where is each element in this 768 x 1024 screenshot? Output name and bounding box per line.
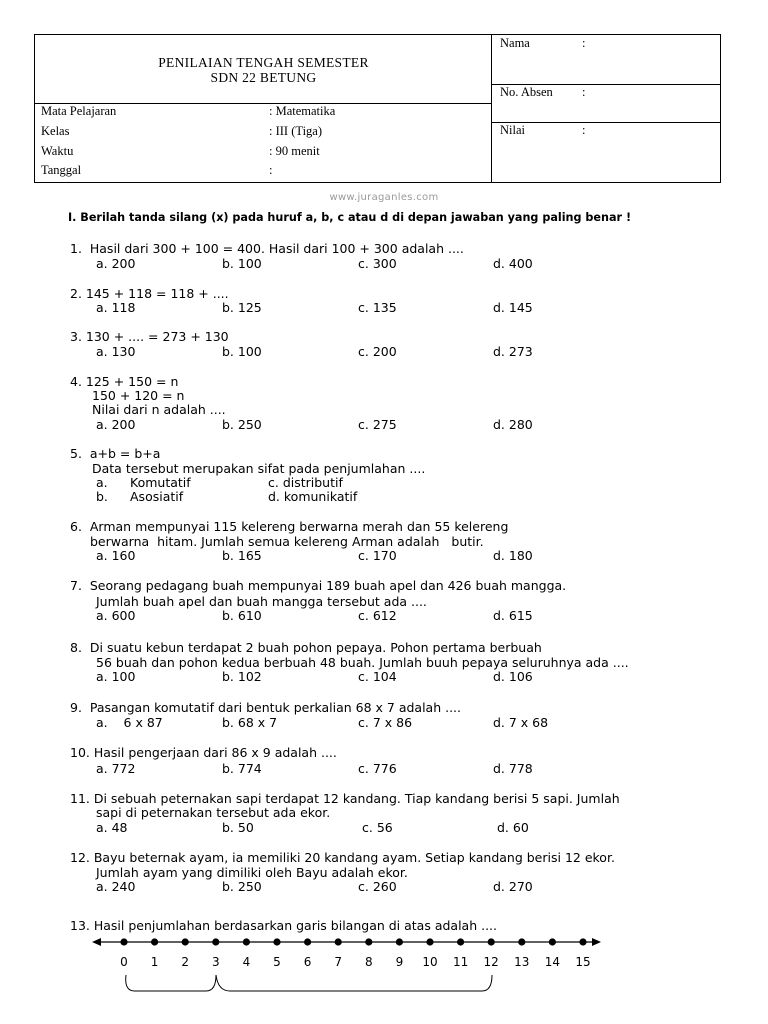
q8-option-b[interactable]: b. 102 xyxy=(222,669,262,684)
number-line-point xyxy=(335,938,342,945)
q9-option-b[interactable]: b. 68 x 7 xyxy=(222,715,278,730)
q7-option-a[interactable]: a. 600 xyxy=(96,608,136,623)
number-line-label: 8 xyxy=(364,955,373,969)
question-9-stem: 9. Pasangan komutatif dari bentuk perkalian 68 x 7 adalah .... xyxy=(70,700,462,715)
name-field[interactable]: : xyxy=(582,36,586,50)
q12-option-a[interactable]: a. 240 xyxy=(96,879,136,894)
exam-title: PENILAIAN TENGAH SEMESTER SDN 22 BETUNG xyxy=(158,55,369,85)
number-line-point xyxy=(212,938,219,945)
q10-option-c[interactable]: c. 776 xyxy=(358,761,397,776)
jump-bracket-1 xyxy=(126,975,216,991)
question-1-stem: 1. Hasil dari 300 + 100 = 400. Hasil dari 100 + 300 adalah .... xyxy=(70,241,464,256)
arrow-left-icon xyxy=(92,938,101,946)
q10-option-d[interactable]: d. 778 xyxy=(493,761,533,776)
q9-option-a[interactable]: a. 6 x 87 xyxy=(96,715,163,730)
student-panel xyxy=(492,35,721,182)
question-12-stem: 12. Bayu beternak ayam, ia memiliki 20 kandang ayam. Setiap kandang berisi 12 ekor. xyxy=(70,850,615,865)
q12-option-d[interactable]: d. 270 xyxy=(493,879,533,894)
number-line-point xyxy=(518,938,525,945)
number-line-label: 10 xyxy=(422,955,438,969)
q2-option-c[interactable]: c. 135 xyxy=(358,300,397,315)
q5-option-b[interactable]: Asosiatif xyxy=(130,489,184,504)
name-label: Nama xyxy=(500,36,530,50)
header-box xyxy=(34,34,721,183)
question-4-line3: Nilai dari n adalah .... xyxy=(92,402,226,417)
score-label: Nilai xyxy=(500,123,525,137)
question-6-stem: 6. Arman mempunyai 115 kelereng berwarna merah dan 55 kelereng xyxy=(70,519,509,534)
question-2-stem: 2. 145 + 118 = 118 + .... xyxy=(70,286,229,301)
q5-option-d[interactable]: d. komunikatif xyxy=(268,489,358,504)
q6-option-b[interactable]: b. 165 xyxy=(222,548,262,563)
number-line-point xyxy=(273,938,280,945)
number-line-point xyxy=(396,938,403,945)
question-4-stem: 4. 125 + 150 = n xyxy=(70,374,179,389)
question-3-stem: 3. 130 + .... = 273 + 130 xyxy=(70,329,229,344)
number-line-label: 1 xyxy=(150,955,159,969)
absen-field[interactable]: : xyxy=(582,85,586,99)
q6-option-a[interactable]: a. 160 xyxy=(96,548,136,563)
q11-option-b[interactable]: b. 50 xyxy=(222,820,254,835)
number-line-label: 15 xyxy=(575,955,591,969)
q5-option-a-letter[interactable]: a. xyxy=(96,475,108,490)
question-11-line2: sapi di peternakan tersebut ada ekor. xyxy=(96,805,331,820)
question-4-line2: 150 + 120 = n xyxy=(92,388,185,403)
question-10-stem: 10. Hasil pengerjaan dari 86 x 9 adalah .... xyxy=(70,745,337,760)
q3-option-b[interactable]: b. 100 xyxy=(222,344,262,359)
number-line-label: 13 xyxy=(514,955,530,969)
q9-option-d[interactable]: d. 7 x 68 xyxy=(493,715,549,730)
q7-option-b[interactable]: b. 610 xyxy=(222,608,262,623)
number-line-point xyxy=(426,938,433,945)
q7-option-c[interactable]: c. 612 xyxy=(358,608,397,623)
q7-option-d[interactable]: d. 615 xyxy=(493,608,533,623)
q1-option-c[interactable]: c. 300 xyxy=(358,256,397,271)
q5-option-a[interactable]: Komutatif xyxy=(130,475,191,490)
question-12-line2: Jumlah ayam yang dimiliki oleh Bayu adalah ekor. xyxy=(96,865,408,880)
q1-option-d[interactable]: d. 400 xyxy=(493,256,533,271)
q6-option-c[interactable]: c. 170 xyxy=(358,548,397,563)
q4-option-a[interactable]: a. 200 xyxy=(96,417,136,432)
q10-option-a[interactable]: a. 772 xyxy=(96,761,136,776)
number-line-point xyxy=(243,938,250,945)
number-line-point xyxy=(579,938,586,945)
question-6-line2: berwarna hitam. Jumlah semua kelereng Arman adalah butir. xyxy=(90,534,484,549)
watermark: www.juraganles.com xyxy=(329,192,439,203)
question-7-line2: Jumlah buah apel dan buah mangga tersebut ada .... xyxy=(96,594,427,609)
q2-option-b[interactable]: b. 125 xyxy=(222,300,262,315)
number-line-label: 6 xyxy=(303,955,312,969)
q2-option-a[interactable]: a. 118 xyxy=(96,300,136,315)
q12-option-b[interactable]: b. 250 xyxy=(222,879,262,894)
q4-option-d[interactable]: d. 280 xyxy=(493,417,533,432)
q2-option-d[interactable]: d. 145 xyxy=(493,300,533,315)
question-13-stem: 13. Hasil penjumlahan berdasarkan garis bilangan di atas adalah .... xyxy=(70,918,498,933)
q3-option-d[interactable]: d. 273 xyxy=(493,344,533,359)
q11-option-c[interactable]: c. 56 xyxy=(362,820,393,835)
number-line-point xyxy=(365,938,372,945)
jump-bracket-2 xyxy=(216,975,492,991)
q11-option-a[interactable]: a. 48 xyxy=(96,820,128,835)
absen-label: No. Absen xyxy=(500,85,553,99)
question-5-line2: Data tersebut merupakan sifat pada penjumlahan .... xyxy=(92,461,426,476)
number-line-label: 11 xyxy=(452,955,469,969)
number-line xyxy=(0,925,768,1024)
q5-option-b-letter[interactable]: b. xyxy=(96,489,108,504)
q8-option-a[interactable]: a. 100 xyxy=(96,669,136,684)
question-8-line2: 56 buah dan pohon kedua berbuah 48 buah. Jumlah buuh pepaya seluruhnya ada .... xyxy=(96,655,629,670)
number-line-point xyxy=(457,938,464,945)
number-line-label: 14 xyxy=(544,955,561,969)
q10-option-b[interactable]: b. 774 xyxy=(222,761,262,776)
q9-option-c[interactable]: c. 7 x 86 xyxy=(358,715,413,730)
instruction: I. Berilah tanda silang (x) pada huruf a, b, c atau d di depan jawaban yang paling benar ! xyxy=(68,211,632,224)
number-line-label: 7 xyxy=(334,955,343,969)
question-11-stem: 11. Di sebuah peternakan sapi terdapat 12 kandang. Tiap kandang berisi 5 sapi. Jumlah xyxy=(70,791,620,806)
q3-option-c[interactable]: c. 200 xyxy=(358,344,397,359)
question-7-stem: 7. Seorang pedagang buah mempunyai 189 buah apel dan 426 buah mangga. xyxy=(70,578,567,593)
score-field[interactable]: : xyxy=(582,123,586,137)
number-line-label: 5 xyxy=(273,955,281,969)
number-line-label: 0 xyxy=(120,955,128,969)
q8-option-c[interactable]: c. 104 xyxy=(358,669,397,684)
q11-option-d[interactable]: d. 60 xyxy=(497,820,529,835)
exam-info-panel: PENILAIAN TENGAH SEMESTER SDN 22 BETUNG Mata Pelajaran : Matematika Kelas : III (Tiga) Waktu : 90 menit Tanggal : xyxy=(35,35,492,182)
number-line-label: 3 xyxy=(211,955,220,969)
q8-option-d[interactable]: d. 106 xyxy=(493,669,533,684)
number-line-label: 2 xyxy=(181,955,190,969)
number-line-label: 4 xyxy=(242,955,251,969)
number-line-point xyxy=(549,938,556,945)
q12-option-c[interactable]: c. 260 xyxy=(358,879,397,894)
q1-option-b[interactable]: b. 100 xyxy=(222,256,262,271)
number-line-label: 12 xyxy=(483,955,499,969)
q4-option-c[interactable]: c. 275 xyxy=(358,417,397,432)
divider xyxy=(492,122,721,123)
arrow-right-icon xyxy=(592,938,601,946)
number-line-point xyxy=(488,938,495,945)
question-5-stem: 5. a+b = b+a xyxy=(70,446,161,461)
q4-option-b[interactable]: b. 250 xyxy=(222,417,262,432)
q6-option-d[interactable]: d. 180 xyxy=(493,548,533,563)
number-line-point xyxy=(182,938,189,945)
q3-option-a[interactable]: a. 130 xyxy=(96,344,136,359)
q5-option-c[interactable]: c. distributif xyxy=(268,475,343,490)
number-line-point xyxy=(151,938,158,945)
number-line-label: 9 xyxy=(395,955,404,969)
number-line-point xyxy=(304,938,311,945)
number-line-point xyxy=(120,938,127,945)
question-8-stem: 8. Di suatu kebun terdapat 2 buah pohon pepaya. Pohon pertama berbuah xyxy=(70,640,542,655)
q1-option-a[interactable]: a. 200 xyxy=(96,256,136,271)
